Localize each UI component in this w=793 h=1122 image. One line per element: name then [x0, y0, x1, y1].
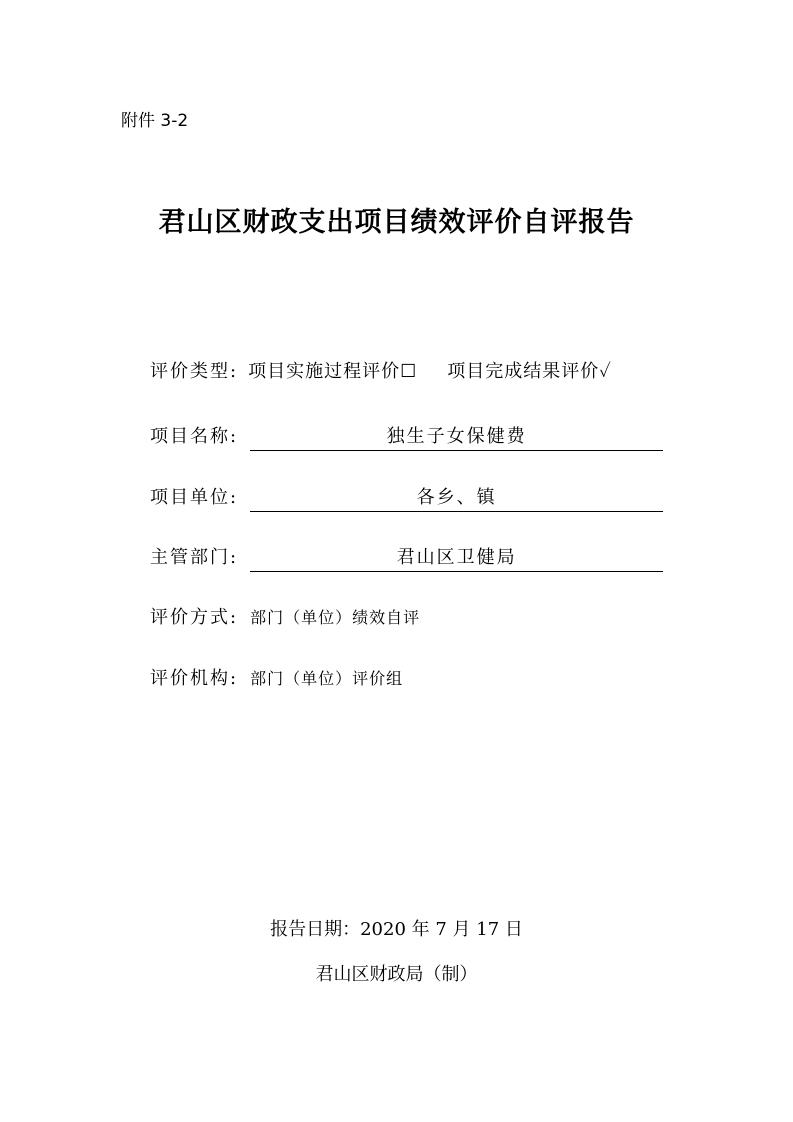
project-name-label: 项目名称:	[150, 426, 239, 447]
eval-type-option-result: 项目完成结果评价✓	[447, 361, 612, 382]
eval-type-row	[150, 357, 612, 383]
report-date: 报告日期：2020 年 7 月 17 日	[270, 919, 523, 940]
eval-method-label: 评价方式:	[150, 607, 239, 628]
supervisor-label: 主管部门:	[150, 547, 239, 568]
eval-org-label: 评价机构:	[150, 668, 239, 689]
project-name-value: 独生子女保健费	[250, 422, 663, 451]
attachment-label: 附件 3-2	[121, 111, 189, 131]
eval-org-row	[150, 664, 403, 690]
supervisor-row	[150, 543, 663, 572]
eval-type-label: 评价类型:	[150, 361, 239, 382]
eval-org-value: 部门（单位）评价组	[250, 669, 404, 688]
project-unit-row	[150, 483, 663, 512]
project-name-row	[150, 422, 663, 451]
project-unit-label: 项目单位:	[150, 487, 239, 508]
project-unit-value: 各乡、镇	[250, 483, 663, 512]
eval-method-value: 部门（单位）绩效自评	[250, 608, 421, 627]
issuer: 君山区财政局（制）	[315, 964, 478, 985]
eval-type-option-process: 项目实施过程评价☐	[248, 361, 418, 382]
page-title: 君山区财政支出项目绩效评价自评报告	[158, 207, 635, 238]
supervisor-value: 君山区卫健局	[250, 543, 663, 572]
eval-method-row	[150, 603, 420, 629]
